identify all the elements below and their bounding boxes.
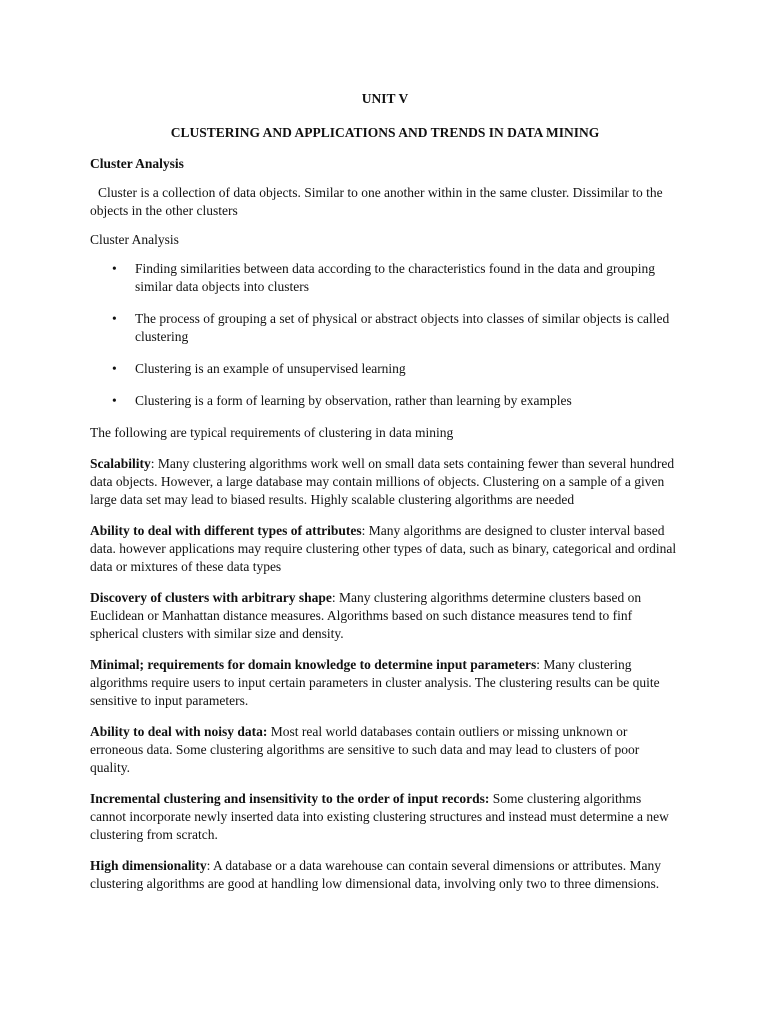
bullet-icon: • [112,261,117,276]
list-item [90,310,680,346]
requirement-term: Discovery of clusters with arbitrary shape [90,590,332,605]
requirements-intro: The following are typical requirements of clustering in data mining [90,425,454,440]
requirement-text: : Many clustering algorithms require users to input certain parameters in cluster analysis. The clustering results can be quite sensitive to input parameters. [90,657,660,708]
list-item-text: The process of grouping a set of physical or abstract objects into classes of similar objects is called clustering [135,311,670,344]
bullet-list [90,260,680,410]
requirement-text: : A database or a data warehouse can contain several dimensions or attributes. Many clustering algorithms are good at handling low dimensional data, involving only two to three dimensions. [90,858,662,891]
list-item-text: Clustering is an example of unsupervised learning [135,361,406,376]
requirement-text: Some clustering algorithms cannot incorporate newly inserted data into existing clustering structures and instead must determine a new clustering from scratch. [90,791,669,842]
bullet-icon: • [112,311,117,326]
requirement-block [90,723,680,777]
requirement-block [90,656,680,710]
requirement-text: : Many clustering algorithms work well on small data sets containing fewer than several hundred data objects. However, a large database may contain millions of objects. Clustering on a sample of a given large data set may lead to biased results. Highly scalable clustering algorithms are needed [90,456,675,507]
section-heading: Cluster Analysis [90,156,184,171]
list-item [90,392,680,410]
list-item-text: Clustering is a form of learning by observation, rather than learning by examples [135,393,572,408]
requirement-block [90,790,680,844]
intro-paragraph: Cluster is a collection of data objects. Similar to one another within in the same cluster. Dissimilar to the objects in the other clusters [90,185,663,218]
document-title: CLUSTERING AND APPLICATIONS AND TRENDS IN DATA MINING [170,125,600,140]
requirement-text: Most real world databases contain outliers or missing unknown or erroneous data. Some clustering algorithms are sensitive to such data and may lead to clusters of poor quality. [90,724,640,775]
requirement-term: Ability to deal with different types of attributes [90,523,362,538]
list-item [90,360,680,378]
requirement-term: High dimensionality [90,858,207,873]
requirement-text: : Many algorithms are designed to cluster interval based data. however applications may require clustering other types of data, such as binary, categorical and ordinal data or mixtures of these data types [90,523,677,574]
requirement-text: : Many clustering algorithms determine clusters based on Euclidean or Manhattan distance measures. Algorithms based on such distance measures tend to finf spherical clusters with similar size and density. [90,590,642,641]
requirement-term: Incremental clustering and insensitivity to the order of input records: [90,791,490,806]
requirement-block [90,455,680,509]
bullet-icon: • [112,393,117,408]
bullet-icon: • [112,361,117,376]
requirement-term: Ability to deal with noisy data: [90,724,268,739]
requirement-block [90,522,680,576]
requirement-block [90,857,680,893]
subheading: Cluster Analysis [90,232,179,247]
requirement-block [90,589,680,643]
unit-label: UNIT V [361,91,409,106]
list-item-text: Finding similarities between data according to the characteristics found in the data and grouping similar data objects into clusters [135,261,655,294]
list-item [90,260,680,296]
document-content [90,90,680,893]
requirement-term: Scalability [90,456,151,471]
requirement-term: Minimal; requirements for domain knowledge to determine input parameters [90,657,537,672]
